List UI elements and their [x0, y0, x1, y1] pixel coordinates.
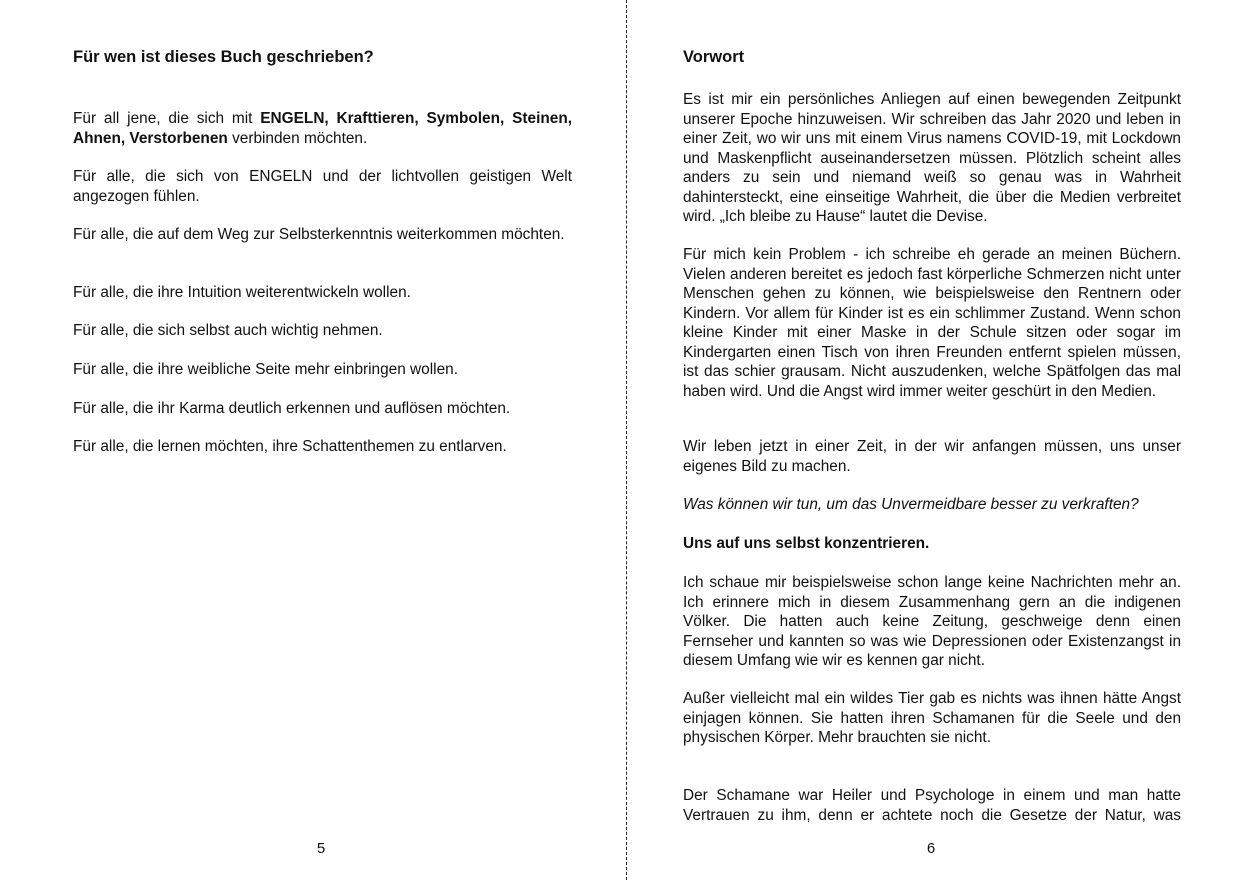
body-paragraph: Außer vielleicht mal ein wildes Tier gab es nichts was ihnen hätte Angst einjagen können. Sie hatten ihren Schamanen für die Seele und den physischen Körper. Mehr brauchten sie nicht. [683, 690, 1181, 746]
intro-paragraph [73, 109, 572, 148]
right-page [683, 0, 1181, 880]
body-paragraph: Ich schaue mir beispielsweise schon lange keine Nachrichten mehr an. Ich erinnere mich in diesem Zusammenhang gern an die indigenen Völker. Die hatten auch keine Zeitung, geschweige denn einen Fernseher und kannten so was wie Depressionen oder Existenzangst in diesem Umfang wie wir es kennen gar nicht. [683, 574, 1181, 669]
right-page-heading: Vorwort [683, 48, 745, 66]
page-number: 5 [316, 840, 326, 857]
audience-item: Für alle, die auf dem Weg zur Selbsterkenntnis weiterkommen möchten. [73, 226, 565, 243]
intro-prefix: Für all jene, die sich mit [73, 110, 261, 127]
audience-item: Für alle, die ihre Intuition weiterentwickeln wollen. [73, 284, 411, 301]
body-paragraph: Für mich kein Problem - ich schreibe eh gerade an meinen Büchern. Vielen anderen bereitet es jedoch fast körperliche Schmerzen nicht unter Menschen gehen zu können, wie beispielsweise den Rentnern oder Kindern. Vor allem für Kinder ist es ein schlimmer Zustand. Wenn schon kleine Kinder mit einer Maske in der Schule sitzen oder sogar im Kindergarten einen Tisch von ihren Freunden entfernt spielen müssen, ist das schier grausam. Nicht auszudenken, welche Spätfolgen das mal haben wird. Und die Angst wird immer weiter geschürt in den Medien. [683, 246, 1181, 400]
answer-line: Uns auf uns selbst konzentrieren. [683, 535, 930, 552]
question-line: Was können wir tun, um das Unvermeidbare besser zu verkraften? [683, 496, 1139, 513]
audience-item: Für alle, die ihre weibliche Seite mehr einbringen wollen. [73, 361, 458, 378]
audience-item: Für alle, die sich selbst auch wichtig nehmen. [73, 322, 383, 339]
left-page [73, 0, 572, 880]
intro-suffix: verbinden möchten. [227, 129, 368, 147]
audience-item: Für alle, die sich von ENGELN und der lichtvollen geistigen Welt angezogen fühlen. [73, 168, 572, 205]
audience-item: Für alle, die lernen möchten, ihre Schattenthemen zu entlarven. [73, 438, 507, 455]
page-spread-divider [626, 0, 627, 880]
page-number: 6 [926, 840, 936, 857]
body-paragraph: Wir leben jetzt in einer Zeit, in der wir anfangen müssen, uns unser eigenes Bild zu machen. [683, 438, 1181, 475]
body-paragraph: Es ist mir ein persönliches Anliegen auf einen bewegenden Zeitpunkt unserer Epoche hinzuweisen. Wir schreiben das Jahr 2020 und leben in einer Zeit, wo wir uns mit einem Virus namens COVID-19, mit Lockdown und Maskenpflicht auseinandersetzen müssen. Plötzlich scheint alles anders zu sein und niemand weiß so genau was in Wahrheit dahintersteckt, eine einseitige Wahrheit, die über die Medien verbreitet wird. „Ich bleibe zu Hause“ lautet die Devise. [683, 91, 1181, 225]
left-page-heading: Für wen ist dieses Buch geschrieben? [73, 48, 374, 66]
body-paragraph: Der Schamane war Heiler und Psychologe in einem und man hatte Vertrauen zu ihm, denn er achtete noch die Gesetze der Natur, was [683, 787, 1181, 824]
audience-item: Für alle, die ihr Karma deutlich erkennen und auflösen möchten. [73, 400, 511, 417]
intro-bold-terms: ENGELN, Krafttieren, Symbolen, Steinen, Ahnen, Verstorbenen [73, 110, 572, 147]
